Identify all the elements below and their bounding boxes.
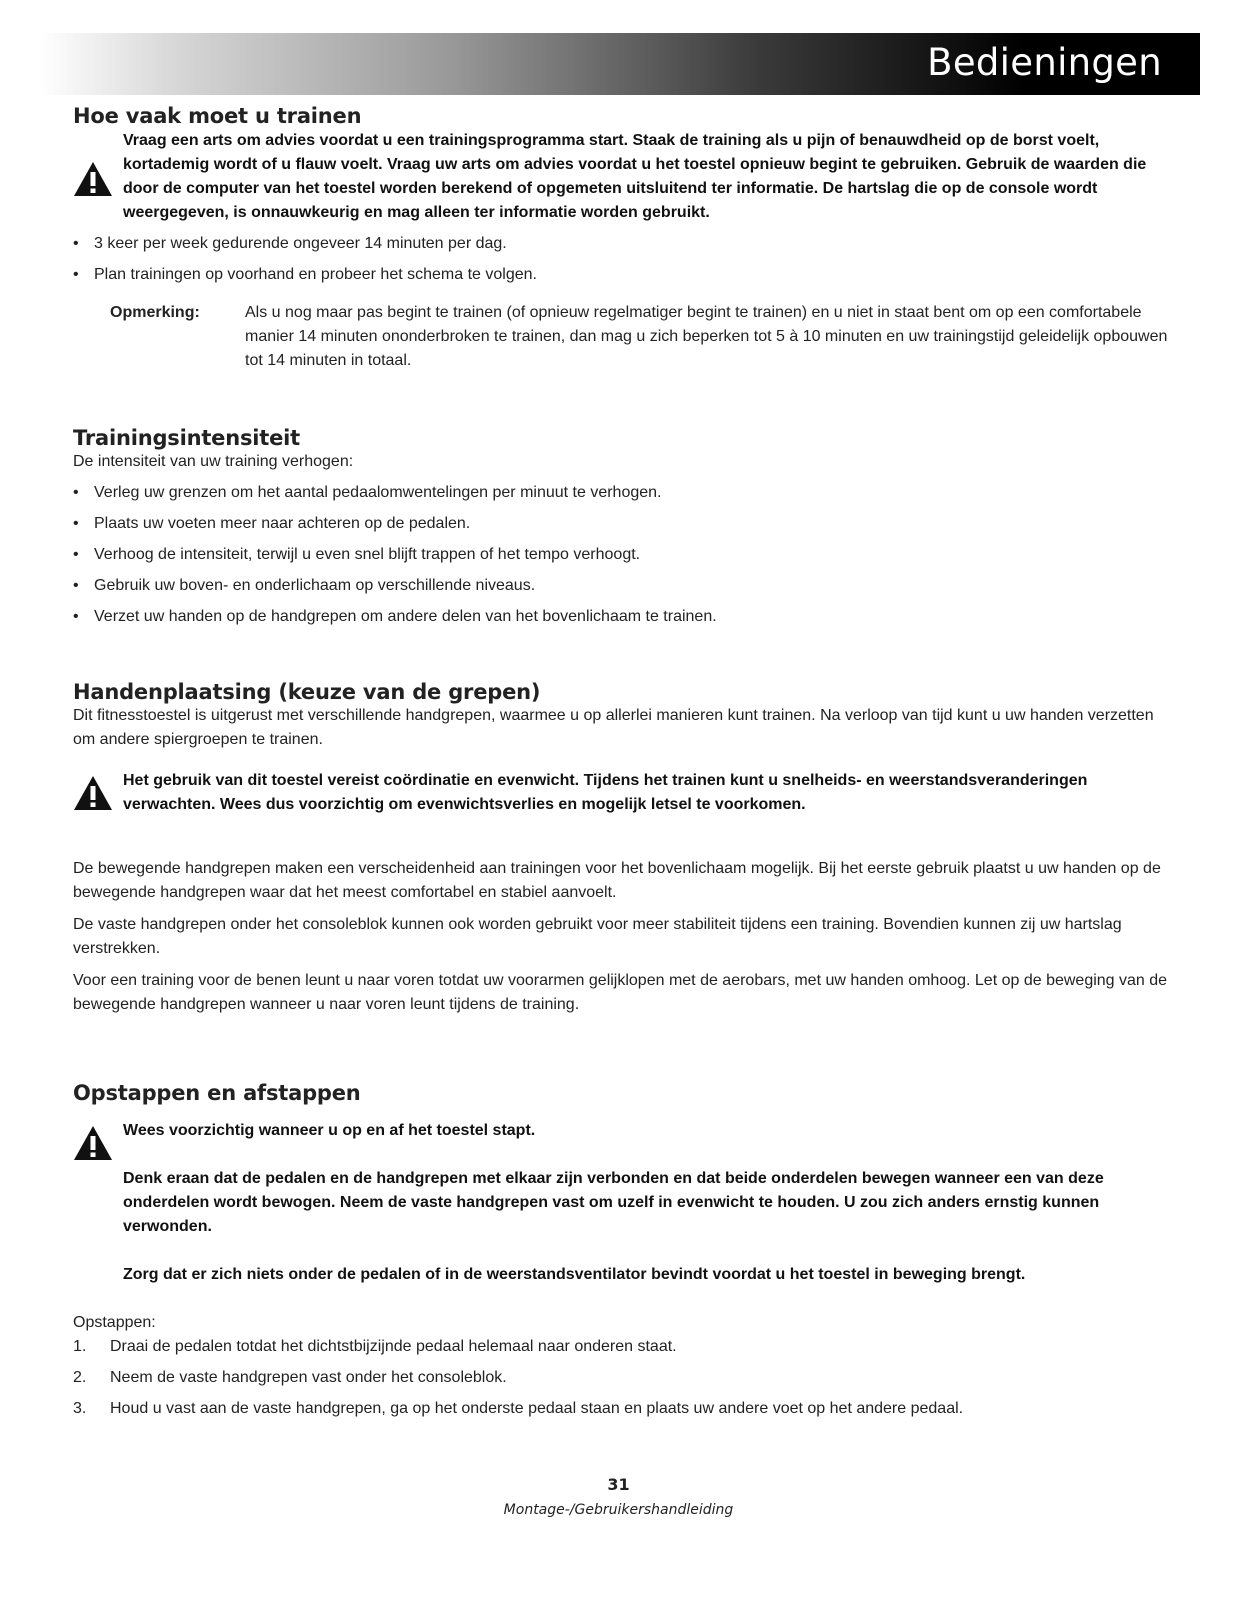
warning-triangle-icon: [73, 775, 113, 811]
step-number: 2.: [73, 1369, 87, 1386]
list-item: • Verhoog de intensiteit, terwijl u even snel blijft trappen of het tempo verhoogt.: [73, 543, 1173, 567]
header-band: [40, 33, 1200, 95]
page-number: 31: [607, 1475, 630, 1494]
list-item: [73, 1335, 1173, 1359]
paragraph: De bewegende handgrepen maken een verscheidenheid aan trainingen voor het bovenlichaam mogelijk. Bij het eerste gebruik plaatst u uw handen op de bewegende handgrepen waar dat het meest comfortabel en stabiel aanvoelt.: [73, 860, 1161, 901]
warning-text: Denk eraan dat de pedalen en de handgrepen met elkaar zijn verbonden en dat beide onderdelen bewegen wanneer een van deze onderdelen wordt bewogen. Neem de vaste handgrepen vast om uzelf in evenwicht te houden. U zou zich anders ernstig kunnen verwonden.: [123, 1170, 1104, 1235]
section-hands: [73, 680, 1173, 1017]
warning-hands: [73, 769, 1173, 817]
note-text: Als u nog maar pas begint te trainen (of opnieuw regelmatiger begint te trainen) en u niet in staat bent om op een comfortabele manier 14 minuten ononderbroken te trainen, dan mag u zich beperken tot 5 à 10 minuten en uw trainingstijd geleidelijk opbouwen tot 14 minuten in totaal.: [245, 304, 1168, 369]
step-text: Houd u vast aan de vaste handgrepen, ga op het onderste pedaal staan en plaats uw andere voet op het andere pedaal.: [110, 1400, 964, 1417]
warning-mounting: [73, 1119, 1173, 1287]
step-number: 3.: [73, 1400, 87, 1417]
warning-text: Het gebruik van dit toestel vereist coördinatie en evenwicht. Tijdens het trainen kunt u snelheids- en weerstandsveranderingen verwachten. Wees dus voorzichtig om evenwichtsverlies en mogelijk letsel te voorkomen.: [123, 772, 1088, 813]
list-item: • Plaats uw voeten meer naar achteren op de pedalen.: [73, 512, 1173, 536]
list-item: • Verzet uw handen op de handgrepen om andere delen van het bovenlichaam te trainen.: [73, 605, 1173, 629]
manual-title: Montage-/Gebruikershandleiding: [503, 1502, 734, 1518]
list-item: [73, 1366, 1173, 1390]
section-title-intensity: Trainingsintensiteit: [73, 426, 300, 450]
step-text: Draai de pedalen totdat het dichtstbijzijnde pedaal helemaal naar onderen staat.: [110, 1338, 677, 1355]
section-mounting: [73, 1081, 1173, 1421]
warning-text: Wees voorzichtig wanneer u op en af het toestel stapt.: [123, 1122, 536, 1139]
warning-triangle-icon: [73, 161, 113, 197]
section-intro: Dit fitnesstoestel is uitgerust met verschillende handgrepen, waarmee u op allerlei manieren kunt trainen. Na verloop van tijd kunt u uw handen verzetten om andere spiergroepen te trainen.: [73, 707, 1154, 748]
page-header-title: Bedieningen: [927, 41, 1162, 84]
step-number: 1.: [73, 1338, 87, 1355]
list-item: [73, 1397, 1173, 1421]
warning-frequency: [73, 129, 1173, 225]
list-item: • Plan trainingen op voorhand en probeer het schema te volgen.: [73, 263, 1173, 287]
section-frequency: [73, 104, 1173, 373]
warning-text: Zorg dat er zich niets onder de pedalen of in de weerstandsventilator bevindt voordat u het toestel in beweging brengt.: [123, 1266, 1026, 1283]
section-title-frequency: Hoe vaak moet u trainen: [73, 104, 362, 128]
section-title-mounting: Opstappen en afstappen: [73, 1081, 361, 1105]
mounting-steps: [73, 1335, 1173, 1421]
note-block: [110, 301, 1173, 373]
page-content: [73, 104, 1173, 1421]
step-text: Neem de vaste handgrepen vast onder het consoleblok.: [110, 1369, 507, 1386]
section-intro: De intensiteit van uw training verhogen:: [73, 453, 354, 470]
note-label: Opmerking:: [110, 304, 200, 321]
steps-intro: Opstappen:: [73, 1314, 156, 1331]
warning-text: Vraag een arts om advies voordat u een trainingsprogramma start. Staak de training als u pijn of benauwdheid op de borst voelt, kortademig wordt of u flauw voelt. Vraag uw arts om advies voordat u het toestel opnieuw begint te gebruiken. Gebruik de waarden die door de computer van het toestel worden berekend of opgemeten uitsluitend ter informatie. De hartslag die op de console wordt weergegeven, is onnauwkeurig en mag alleen ter informatie worden gebruikt.: [123, 132, 1147, 221]
section-intensity: [73, 426, 1173, 629]
list-item: • Gebruik uw boven- en onderlichaam op verschillende niveaus.: [73, 574, 1173, 598]
list-item: • Verleg uw grenzen om het aantal pedaalomwentelingen per minuut te verhogen.: [73, 481, 1173, 505]
warning-triangle-icon: [73, 1125, 113, 1161]
paragraph: De vaste handgrepen onder het consoleblok kunnen ook worden gebruikt voor meer stabiliteit tijdens een training. Bovendien kunnen zij uw hartslag verstrekken.: [73, 916, 1122, 957]
frequency-bullets: [73, 232, 1173, 287]
section-title-hands: Handenplaatsing (keuze van de grepen): [73, 680, 541, 704]
list-item: • 3 keer per week gedurende ongeveer 14 minuten per dag.: [73, 232, 1173, 256]
paragraph: Voor een training voor de benen leunt u naar voren totdat uw voorarmen gelijklopen met de aerobars, met uw handen omhoog. Let op de beweging van de bewegende handgrepen wanneer u naar voren leunt tijdens de training.: [73, 972, 1168, 1013]
intensity-bullets: [73, 481, 1173, 629]
